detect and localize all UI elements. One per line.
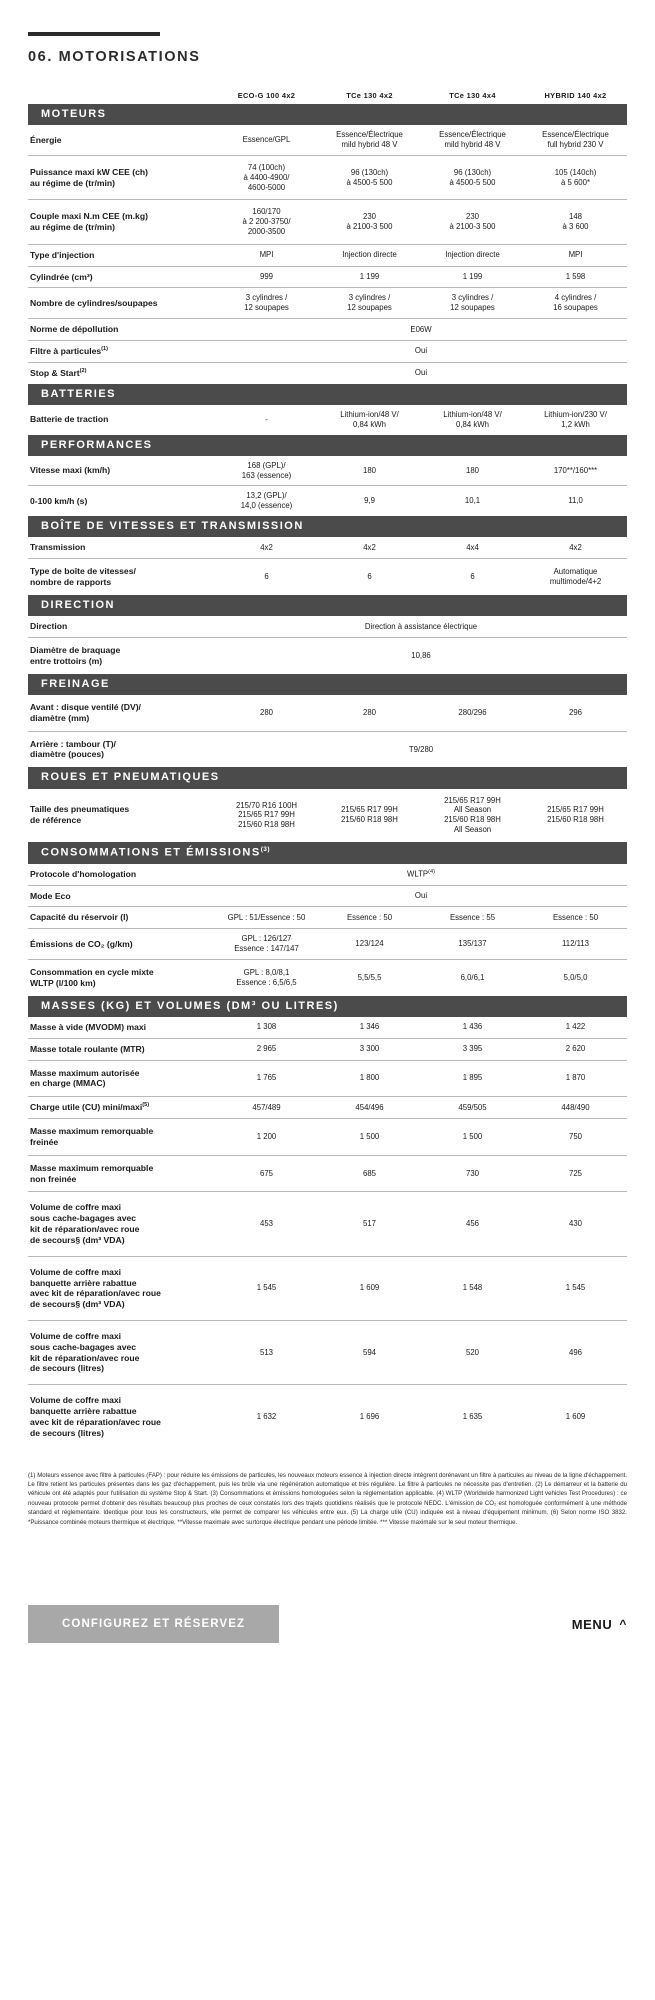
row-label: Direction [28,616,215,637]
row-value-1: 1 200 [215,1119,318,1156]
row-label: Batterie de traction [30,414,109,425]
row-value-3: 456 [421,1192,524,1256]
table-row [28,959,627,995]
row-label: Stop & Start$^{(2)}$ [30,367,87,378]
row-label: Vitesse maxi (km/h) [28,456,215,486]
table-row [28,1256,627,1320]
row-label: Volume de coffre maxi banquette arrière rabattue avec kit de réparation/avec roue de secours§ (dm³ VDA) [28,1256,215,1320]
table-row [28,200,627,244]
row-value-4: 170**/160*** [524,456,627,486]
row-value-4: MPI [524,244,627,266]
row-value-2: 280 [318,695,421,731]
row-value-1: 6 [264,572,269,582]
section-header [28,996,627,1017]
row-value-3: 1 199 [421,266,524,288]
row-value-3: 6 [470,572,475,582]
row-value-3: Lithium-ion/48 V/ 0,84 kWh [443,409,502,429]
page-footer [28,1605,627,1643]
row-label: Taille des pneumatiques de référence [30,804,130,826]
section-title: DIRECTION [28,595,627,616]
row-label: Masse totale roulante (MTR) [28,1038,215,1060]
row-value-merged: WLTP$^{(4)}$ [215,864,627,885]
row-value-1: 1 632 [256,1412,277,1422]
row-label: Transmission [28,537,215,558]
section-title: PERFORMANCES [28,435,627,456]
column-header-1: ECO-G 100 4x2 [237,91,296,100]
row-label: Type d'injection [28,244,215,266]
row-value-3: 4x4 [421,537,524,558]
row-value-merged: Direction à assistance électrique [215,616,627,637]
row-value-3: 6,0/6,1 [460,972,485,982]
row-value-3: 3 cylindres / 12 soupapes [421,288,524,319]
row-value-4: Essence : 50 [524,907,627,929]
row-value-3: Injection directe [421,244,524,266]
column-header-row [28,91,627,104]
row-value-4: 105 (140ch) à 5 600* [524,155,627,199]
row-value-4: Lithium-ion/230 V/ 1,2 kWh [544,409,607,429]
specifications-table [28,91,627,1449]
table-row [28,319,627,341]
row-value-1: 4x2 [215,537,318,558]
row-value-4: Essence/Électrique full hybrid 230 V [524,125,627,155]
section-title: ROUES ET PNEUMATIQUES [28,767,627,788]
row-value-1: 280 [215,695,318,731]
table-row [28,559,627,595]
row-value-3: 730 [421,1155,524,1192]
table-row [28,864,627,885]
table-row [28,125,627,155]
row-label: Masse maximum remorquable freinée [28,1119,215,1156]
section-header [28,516,627,537]
row-value-2: 230 à 2100-3 500 [318,200,421,244]
section-title: MOTEURS [28,104,627,125]
row-label: Capacité du réservoir (l) [28,907,215,929]
row-value-1: 1 545 [215,1256,318,1320]
section-title: CONSOMMATIONS ET ÉMISSIONS$^{(3)}$ [28,842,627,864]
table-row [28,616,627,637]
row-value-merged: Oui [414,368,428,378]
row-label: Couple maxi N.m CEE (m.kg) au régime de (tr/min) [28,200,215,244]
row-value-2: Essence/Électrique mild hybrid 48 V [318,125,421,155]
row-value-4: 1 870 [524,1060,627,1097]
row-value-4: Automatique multimode/4+2 [549,567,602,587]
row-value-4: 1 598 [524,266,627,288]
row-value-2: 9,9 [364,496,375,506]
row-value-superscript: (4) [428,869,435,876]
row-value-1: 1 308 [215,1017,318,1038]
section-header [28,435,627,456]
row-value-4: 750 [524,1119,627,1156]
footnotes-text: (1) Moteurs essence avec filtre à particules (FAP) : pour réduire les émissions de particules, les nouveaux moteurs essence à injection directe intègrent dorénavant un filtre à particules au niveau de la ligne d'échappement. Le filtre retient les particules présentes dans les gaz d'échappement, puis les brûle via une régénération automatique et très régulière. Le filtre à particules ne nécessite pas d'entretien. (2) Le démarreur et la batterie du véhicule ont été adaptés pour l'utilisation du système Stop & Start. (3) Consommations et émissions homologuées selon la réglementation applicable. (4) WLTP (Worldwide harmonized Light vehicles Test Procedures) : ce nouveau protocole permet d'obtenir des résultats beaucoup plus proches de ceux constatés lors des trajets quotidiens réalisés que le protocole NEDC. L'émission de CO₂ est homologuée conformément à une méthode standard et réglementaire. Identique pour tous les constructeurs, elle permet de comparer les véhicules entre eux. (5) La charge utile (CU) indiquée est à niveau d'équipement minimum. (6) Selon norme ISO 3832. *Puissance combinée moteurs thermique et électrique. **Vitesse maximale avec surtorque électrique pendant une période limitée. *** Vitesse maximale sur le seul moteur thermique. [28,1471,627,1526]
row-label: Puissance maxi kW CEE (ch) au régime de (tr/min) [28,155,215,199]
row-label: Volume de coffre maxi banquette arrière rabattue avec kit de réparation/avec roue de secours (litres) [30,1395,161,1438]
row-value-merged: Oui [215,340,627,362]
row-label: Émissions de CO₂ (g/km) [28,929,215,960]
row-value-3: Essence : 55 [421,907,524,929]
row-label: Masse maximum autorisée en charge (MMAC) [28,1060,215,1097]
section-title: BOÎTE DE VITESSES ET TRANSMISSION [28,516,627,537]
row-value-merged: E06W [215,319,627,341]
chevron-up-icon: ^ [619,1617,627,1632]
table-row [28,1155,627,1192]
row-value-4: 1 422 [524,1017,627,1038]
table-row [28,1017,627,1038]
row-value-2: 215/65 R17 99H 215/60 R18 98H [341,805,398,825]
row-value-3: 1 548 [421,1256,524,1320]
section-header [28,595,627,616]
row-value-4: 11,0 [568,496,583,506]
table-row [28,731,627,767]
title-rule [28,32,160,36]
table-row [28,362,627,383]
table-row [28,1192,627,1256]
table-row [28,340,627,362]
row-value-1: GPL : 126/127 Essence : 147/147 [215,929,318,960]
row-value-4: 5,0/5,0 [563,972,588,982]
row-value-3: 215/65 R17 99H All Season 215/60 R18 98H All Season [444,795,501,835]
table-row [28,405,627,435]
row-label: Masse à vide (MVODM) maxi [28,1017,215,1038]
table-row [28,929,627,960]
table-row [28,266,627,288]
row-value-1: 453 [215,1192,318,1256]
row-value-2: Essence : 50 [318,907,421,929]
table-row [28,456,627,486]
section-header [28,104,627,125]
row-value-4: 148 à 3 600 [524,200,627,244]
row-value-3: 96 (130ch) à 4500-5 500 [421,155,524,199]
row-value-1: 999 [215,266,318,288]
row-label: Type de boîte de vitesses/ nombre de rapports [30,566,136,588]
table-row [28,1385,627,1449]
row-value-4: 4x2 [524,537,627,558]
section-header [28,842,627,864]
row-value-2: 1 346 [318,1017,421,1038]
row-label: Diamètre de braquage entre trottoirs (m) [30,645,121,666]
table-row [28,244,627,266]
row-value-2: 123/124 [318,929,421,960]
row-value-1: MPI [215,244,318,266]
table-row [28,1320,627,1384]
section-title: FREINAGE [28,674,627,695]
row-value-3: 280/296 [421,695,524,731]
row-value-3: 135/137 [421,929,524,960]
row-value-2: 6 [367,572,372,582]
footnotes [28,1471,627,1528]
row-value-1: 168 (GPL)/ 163 (essence) [215,456,318,486]
row-value-2: 3 300 [318,1038,421,1060]
column-header-3: TCe 130 4x4 [449,91,496,100]
table-row [28,885,627,907]
row-value-2: 685 [318,1155,421,1192]
table-row [28,1119,627,1156]
table-row [28,695,627,731]
row-value-4: 430 [524,1192,627,1256]
row-value-1: 215/70 R16 100H 215/65 R17 99H 215/60 R18 98H [235,800,298,830]
row-value-4: 112/113 [524,929,627,960]
row-value-3: 1 436 [421,1017,524,1038]
menu-button[interactable] [572,1617,627,1632]
configure-and-reserve-button[interactable]: CONFIGUREZ ET RÉSERVEZ [28,1605,279,1643]
row-value-3: Essence/Électrique mild hybrid 48 V [421,125,524,155]
row-value-4: 4 cylindres / 16 soupapes [524,288,627,319]
row-value-2: 4x2 [318,537,421,558]
section-title: MASSES (KG) ET VOLUMES (DM³ OU LITRES) [28,996,627,1017]
row-label-superscript: (2) [79,367,87,374]
row-value-2: 1 609 [318,1256,421,1320]
row-value-2: 517 [318,1192,421,1256]
row-value-2: 5,5/5,5 [357,972,382,982]
row-value-1: 1 765 [215,1060,318,1097]
row-value-1: 160/170 à 2 200-3750/ 2000-3500 [215,200,318,244]
section-header [28,674,627,695]
menu-label: MENU [571,1616,613,1632]
section-title: BATTERIES [28,384,627,405]
row-value-2: 594 [318,1320,421,1384]
row-value-3: 459/505 [421,1097,524,1119]
row-value-1: 13,2 (GPL)/ 14,0 (essence) [240,491,293,511]
table-row [28,288,627,319]
row-label: Arrière : tambour (T)/ diamètre (pouces) [30,738,116,760]
table-row [28,1097,627,1119]
table-row [28,789,627,842]
row-label: Volume de coffre maxi sous cache-bagages avec kit de réparation/avec roue de secours (litres) [28,1320,215,1384]
row-label: Nombre de cylindres/soupapes [28,288,215,319]
row-value-1: 675 [215,1155,318,1192]
row-value-4: 2 620 [524,1038,627,1060]
row-value-4: 725 [524,1155,627,1192]
row-value-4: 215/65 R17 99H 215/60 R18 98H [547,805,604,825]
table-row [28,1038,627,1060]
row-label: Filtre à particules$^{(1)}$ [28,340,215,362]
row-value-1: 457/489 [215,1097,318,1119]
row-value-4: 496 [524,1320,627,1384]
row-label: Charge utile (CU) mini/maxi$^{(5)}$ [28,1097,215,1119]
row-value-4: 296 [524,695,627,731]
row-value-1: 74 (100ch) à 4400-4900/ 4600-5000 [215,155,318,199]
table-row [28,155,627,199]
table-row [28,1060,627,1097]
section-header [28,767,627,788]
row-value-2: Lithium-ion/48 V/ 0,84 kWh [340,409,399,429]
row-value-3: 180 [421,456,524,486]
row-label: Norme de dépollution [28,319,215,341]
row-label: Cylindrée (cm³) [28,266,215,288]
page-header [0,0,655,65]
row-value-1: GPL : 51/Essence : 50 [215,907,318,929]
row-value-3: 1 635 [462,1412,483,1422]
column-header-spacer [28,91,215,104]
page-title: 06. MOTORISATIONS [28,49,201,65]
row-value-merged: Oui [215,885,627,907]
row-value-2: Injection directe [318,244,421,266]
section-header [28,384,627,405]
table-row [28,638,627,674]
row-label: Énergie [28,125,215,155]
row-value-2: 1 199 [318,266,421,288]
table-row [28,486,627,516]
row-value-1: 2 965 [215,1038,318,1060]
row-value-4: 1 545 [524,1256,627,1320]
row-value-merged: T9/280 [408,744,434,754]
row-label: Mode Eco [28,885,215,907]
row-value-2: 96 (130ch) à 4500-5 500 [318,155,421,199]
column-header-4: HYBRID 140 4x2 [544,91,607,100]
row-value-3: 520 [421,1320,524,1384]
row-value-1: 3 cylindres / 12 soupapes [215,288,318,319]
row-value-3: 230 à 2100-3 500 [421,200,524,244]
row-label: Consommation en cycle mixte WLTP (l/100 km) [30,966,154,988]
row-label-superscript: (1) [101,346,109,353]
row-value-1: - [265,414,268,424]
row-value-2: 1 500 [318,1119,421,1156]
row-value-3: 10,1 [464,496,481,506]
row-value-3: 1 895 [421,1060,524,1097]
row-value-2: 1 800 [318,1060,421,1097]
row-value-merged: 10,86 [411,650,431,660]
row-value-2: 180 [318,456,421,486]
row-value-4: 448/490 [524,1097,627,1119]
row-value-2: 454/496 [318,1097,421,1119]
row-value-1: 513 [215,1320,318,1384]
row-label: Volume de coffre maxi sous cache-bagages avec kit de réparation/avec roue de secours§ (dm³ VDA) [28,1192,215,1256]
row-value-2: 3 cylindres / 12 soupapes [318,288,421,319]
section-title-superscript: (3) [260,845,270,853]
column-header-2: TCe 130 4x2 [346,91,393,100]
row-label-superscript: (5) [142,1102,150,1109]
row-value-3: 1 500 [421,1119,524,1156]
table-row [28,537,627,558]
row-label: Avant : disque ventilé (DV)/ diamètre (mm) [28,695,215,731]
table-row [28,907,627,929]
row-value-4: 1 609 [565,1412,586,1422]
row-value-3: 3 395 [421,1038,524,1060]
row-value-1: Essence/GPL [215,125,318,155]
row-label: Masse maximum remorquable non freinée [28,1155,215,1192]
row-value-2: 1 696 [359,1412,380,1422]
row-label: Protocole d'homologation [28,864,215,885]
row-value-1: GPL : 8,0/8,1 Essence : 6,5/6,5 [236,967,297,987]
row-label: 0-100 km/h (s) [30,495,88,506]
